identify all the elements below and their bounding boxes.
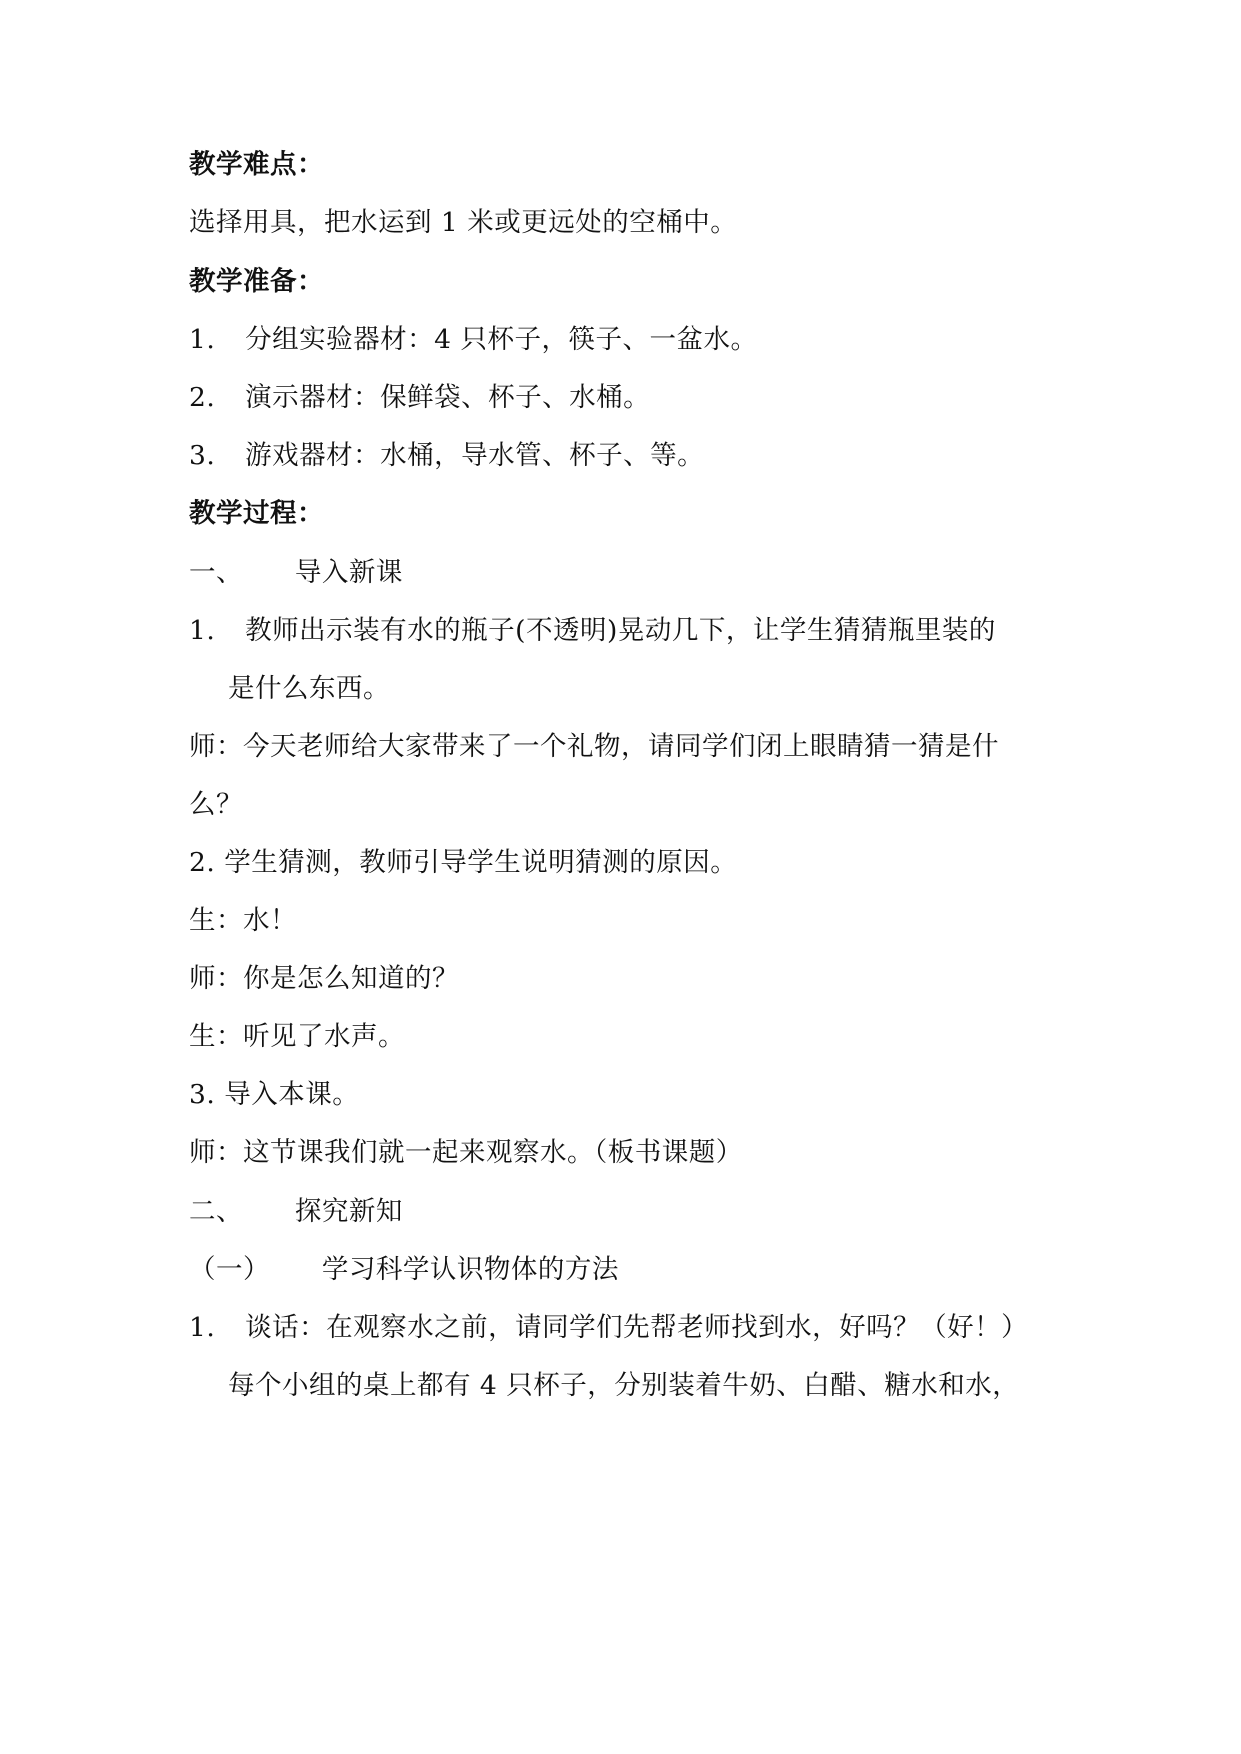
section-1-item-3: 3. 导入本课。 [189, 1079, 360, 1110]
section-2-heading [189, 1195, 403, 1229]
list-text: 游戏器材：水桶，导水管、杯子、等。 [245, 440, 705, 471]
section-title: 探究新知 [294, 1196, 403, 1227]
list-number: 1. [189, 324, 216, 355]
list-number: 3. [189, 440, 216, 471]
section-2-item-1-continued: 每个小组的桌上都有 4 只杯子，分别装着牛奶、白醋、糖水和水， [228, 1370, 1020, 1401]
preparation-item-3 [189, 439, 704, 473]
difficulty-heading: 教学难点： [189, 149, 324, 180]
section-1-item-1 [189, 614, 996, 648]
teacher-line-1-continued: 么？ [189, 789, 243, 820]
list-text: 演示器材：保鲜袋、杯子、水桶。 [245, 382, 651, 413]
difficulty-text: 选择用具，把水运到 1 米或更远处的空桶中。 [189, 207, 738, 238]
list-number: 1. [189, 615, 216, 646]
list-text: 教师出示装有水的瓶子(不透明)晃动几下，让学生猜猜瓶里装的 [245, 615, 996, 646]
section-2-item-1 [189, 1311, 1028, 1345]
section-title: 导入新课 [294, 557, 403, 588]
section-1-heading [189, 556, 403, 590]
student-line-2: 生：听见了水声。 [189, 1021, 405, 1052]
section-number: 一、 [189, 557, 243, 588]
subsection-title: 学习科学认识物体的方法 [321, 1254, 619, 1285]
list-text: 谈话：在观察水之前，请同学们先帮老师找到水，好吗？（好！） [245, 1312, 1029, 1343]
section-number: 二、 [189, 1196, 243, 1227]
student-line-1: 生：水！ [189, 905, 297, 936]
teacher-line-3: 师：这节课我们就一起来观察水。（板书课题） [189, 1137, 743, 1168]
preparation-item-2 [189, 381, 650, 415]
list-number: 2. [189, 382, 216, 413]
subsection-1-heading [189, 1253, 619, 1287]
preparation-heading: 教学准备： [189, 266, 324, 297]
preparation-item-1 [189, 323, 757, 357]
subsection-number: （一） [189, 1254, 270, 1285]
list-text: 分组实验器材：4 只杯子，筷子、一盆水。 [245, 324, 758, 355]
teacher-line-2: 师：你是怎么知道的？ [189, 963, 459, 994]
list-number: 1. [189, 1312, 216, 1343]
teacher-line-1: 师：今天老师给大家带来了一个礼物，请同学们闭上眼睛猜一猜是什 [189, 731, 999, 762]
section-1-item-2: 2. 学生猜测，教师引导学生说明猜测的原因。 [189, 847, 738, 878]
process-heading: 教学过程： [189, 498, 324, 529]
section-1-item-1-continued: 是什么东西。 [228, 673, 390, 704]
